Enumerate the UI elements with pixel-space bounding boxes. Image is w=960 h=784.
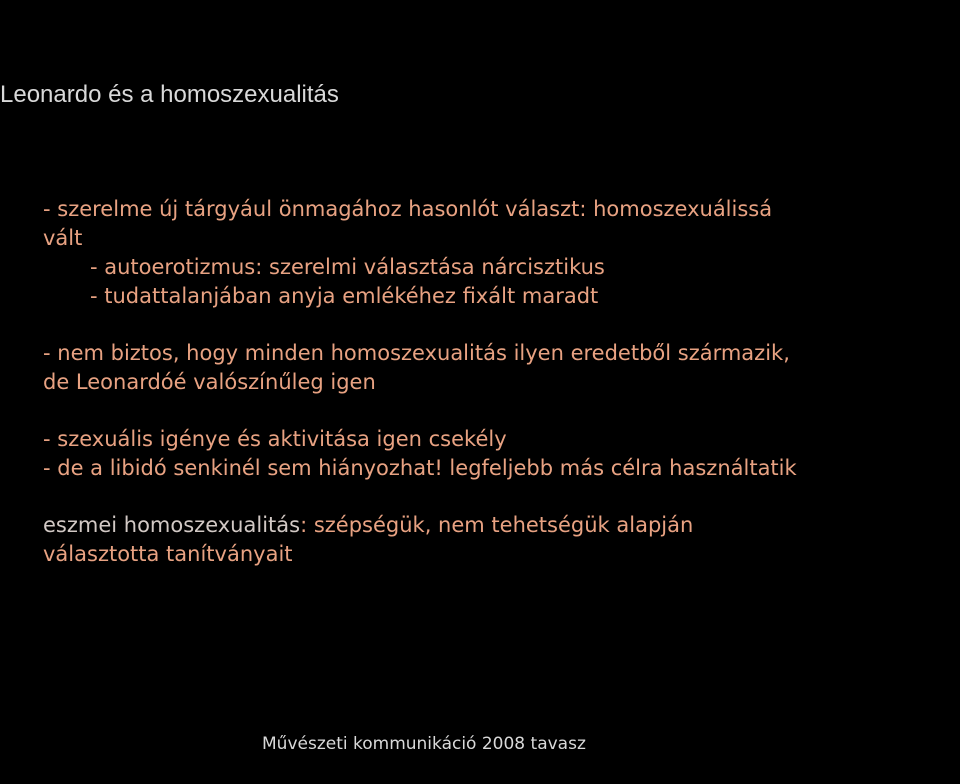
- bullet-line-5-cont: választotta tanítványait: [43, 542, 293, 566]
- term-definition: : szépségük, nem tehetségük alapján: [300, 513, 694, 537]
- bullet-line-5: [43, 511, 693, 540]
- slide-footer: Művészeti kommunikáció 2008 tavasz: [262, 734, 586, 754]
- slide-title: Leonardo és a homoszexualitás: [0, 81, 339, 108]
- sub-bullet-line-1: - autoerotizmus: szerelmi választása nárcisztikus: [90, 255, 605, 279]
- bullet-line-1-cont: vált: [43, 226, 83, 250]
- bullet-line-2-cont: de Leonardóé valószínűleg igen: [43, 370, 376, 394]
- bullet-line-3: - szexuális igénye és aktivitása igen csekély: [43, 427, 507, 451]
- bullet-line-2: - nem biztos, hogy minden homoszexualitás ilyen eredetből származik,: [43, 341, 790, 365]
- bullet-line-4: - de a libidó senkinél sem hiányozhat! legfeljebb más célra használtatik: [43, 456, 797, 480]
- bullet-line-1: - szerelme új tárgyául önmagához hasonlót választ: homoszexuálissá: [43, 197, 773, 221]
- sub-bullet-line-2: - tudattalanjában anyja emlékéhez fixált maradt: [90, 284, 599, 308]
- term-label: eszmei homoszexualitás: [43, 513, 301, 537]
